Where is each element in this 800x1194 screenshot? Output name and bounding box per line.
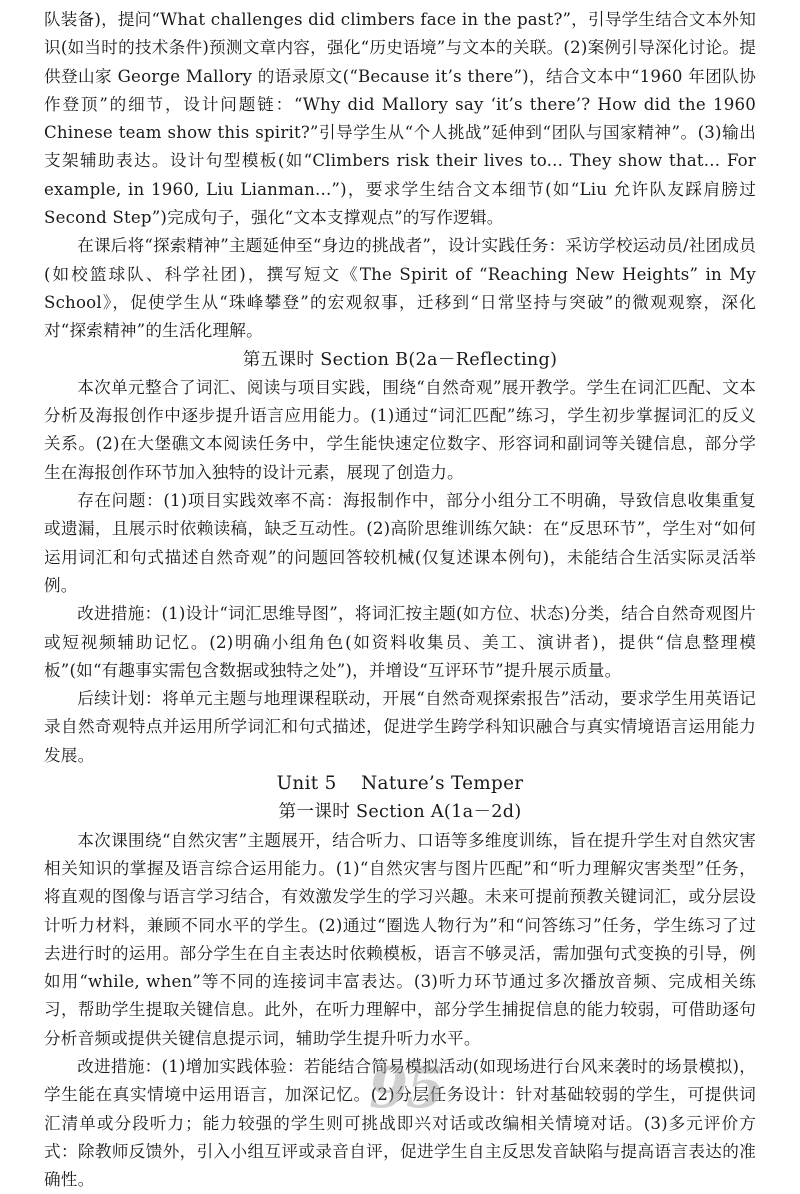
paragraph-homework: 在课后将“探索精神”主题延伸至“身边的挑战者”，设计实践任务：采访学校运动员/社团成员(如校篮球队、科学社团)，撰写短文《The Spirit of “Reaching New Heights” in My School》，促使学生从“珠峰攀登”的宏观叙事，迁移到“日常坚持与突破”的微观观察，深化对“探索精神”的生活化理解。 — [44, 236, 756, 341]
unit-title: Unit 5 Nature’s Temper — [276, 773, 524, 795]
paragraph-follow-up: 后续计划：将单元主题与地理课程联动，开展“自然奇观探索报告”活动，要求学生用英语记录自然奇观特点并运用所学词汇和句式描述，促进学生跨学科知识融合与真实情境语言运用能力发展。 — [44, 689, 756, 765]
paragraph-problems: 存在问题：(1)项目实践效率不高：海报制作中，部分小组分工不明确，导致信息收集重复或遗漏，且展示时依赖读稿，缺乏互动性。(2)高阶思维训练欠缺：在“反思环节”，学生对“如何运用词汇和句式描述自然奇观”的问题回答较机械(仅复述课本例句)，未能结合生活实际灵活举例。 — [44, 491, 756, 595]
lesson-heading-5: 第五课时 Section B(2a－Reflecting) — [242, 349, 558, 370]
paragraph-lesson-summary: 本次课围绕“自然灾害”主题展开，结合听力、口语等多维度训练，旨在提升学生对自然灾害相关知识的掌握及语言综合运用能力。(1)“自然灾害与图片匹配”和“听力理解灾害类型”任务，将直观的图像与语言学习结合，有效激发学生的学习兴趣。未来可提前预教关键词汇，或分层设计听力材料，兼顾不同水平的学生。(2)通过“圈选人物行为”和“问答练习”任务，学生练习了过去进行时的运用。部分学生在自主表达时依赖模板，语言不够灵活，需加强句式变换的引导，例如用“while, when”等不同的连接词丰富表达。(3)听力环节通过多次播放音频、完成相关练习，帮助学生提取关键信息。此外，在听力理解中，部分学生捕捉信息的能力较弱，可借助逐句分析音频或提供关键信息提示词，辅助学生提升听力水平。 — [44, 830, 756, 1048]
paragraph-lesson-improvements: 改进措施：(1)增加实践体验：若能结合简易模拟活动(如现场进行台风来袭时的场景模拟)，学生能在真实情境中运用语言，加深记忆。(2)分层任务设计：针对基础较弱的学生，可提供词汇清单或分段听力；能力较强的学生则可挑战即兴对话或改编相关情境对话。(3)多元评价方式：除教师反馈外，引入小组互评或录音自评，促进学生自主反思发音缺陷与提高语言表达的准确性。 — [44, 1056, 756, 1190]
document-page — [44, 6, 756, 1194]
paragraph-unit-summary: 本次单元整合了词汇、阅读与项目实践，围绕“自然奇观”展开教学。学生在词汇匹配、文本分析及海报创作中逐步提升语言应用能力。(1)通过“词汇匹配”练习，学生初步掌握词汇的反义关系。(2)在大堡礁文本阅读任务中，学生能快速定位数字、形容词和副词等关键信息，部分学生在海报创作环节加入独特的设计元素，展现了创造力。 — [44, 377, 756, 482]
page-number: 95 — [369, 1055, 443, 1121]
paragraph-improvements: 改进措施：(1)设计“词汇思维导图”，将词汇按主题(如方位、状态)分类，结合自然奇观图片或短视频辅助记忆。(2)明确小组角色(如资料收集员、美工、演讲者)，提供“信息整理模板”(如“有趣事实需包含数据或独特之处”)，并增设“互评环节”提升展示质量。 — [44, 604, 756, 680]
paragraph-continued: 队装备)，提问“What challenges did climbers face in the past?”，引导学生结合文本外知识(如当时的技术条件)预测文章内容，强化“历史语境”与文本的关联。(2)案例引导深化讨论。提供登山家 George Mallory 的语录原文(“Because it’s there”)，结合文本中“1960 年团队协作登顶”的细节，设计问题链：“Why did Mallory say ‘it’s there’? How did the 1960 Chinese team show this spirit?”引导学生从“个人挑战”延伸到“团队与国家精神”。(3)输出支架辅助表达。设计句型模板(如“Climbers risk their lives to... They show that... For example, in 1960, Liu Lianman...”)，要求学生结合文本细节(如“Liu 允许队友踩肩膀过 Second Step”)完成句子，强化“文本支撑观点”的写作逻辑。 — [44, 10, 756, 228]
lesson-heading-1: 第一课时 Section A(1a－2d) — [278, 802, 522, 823]
